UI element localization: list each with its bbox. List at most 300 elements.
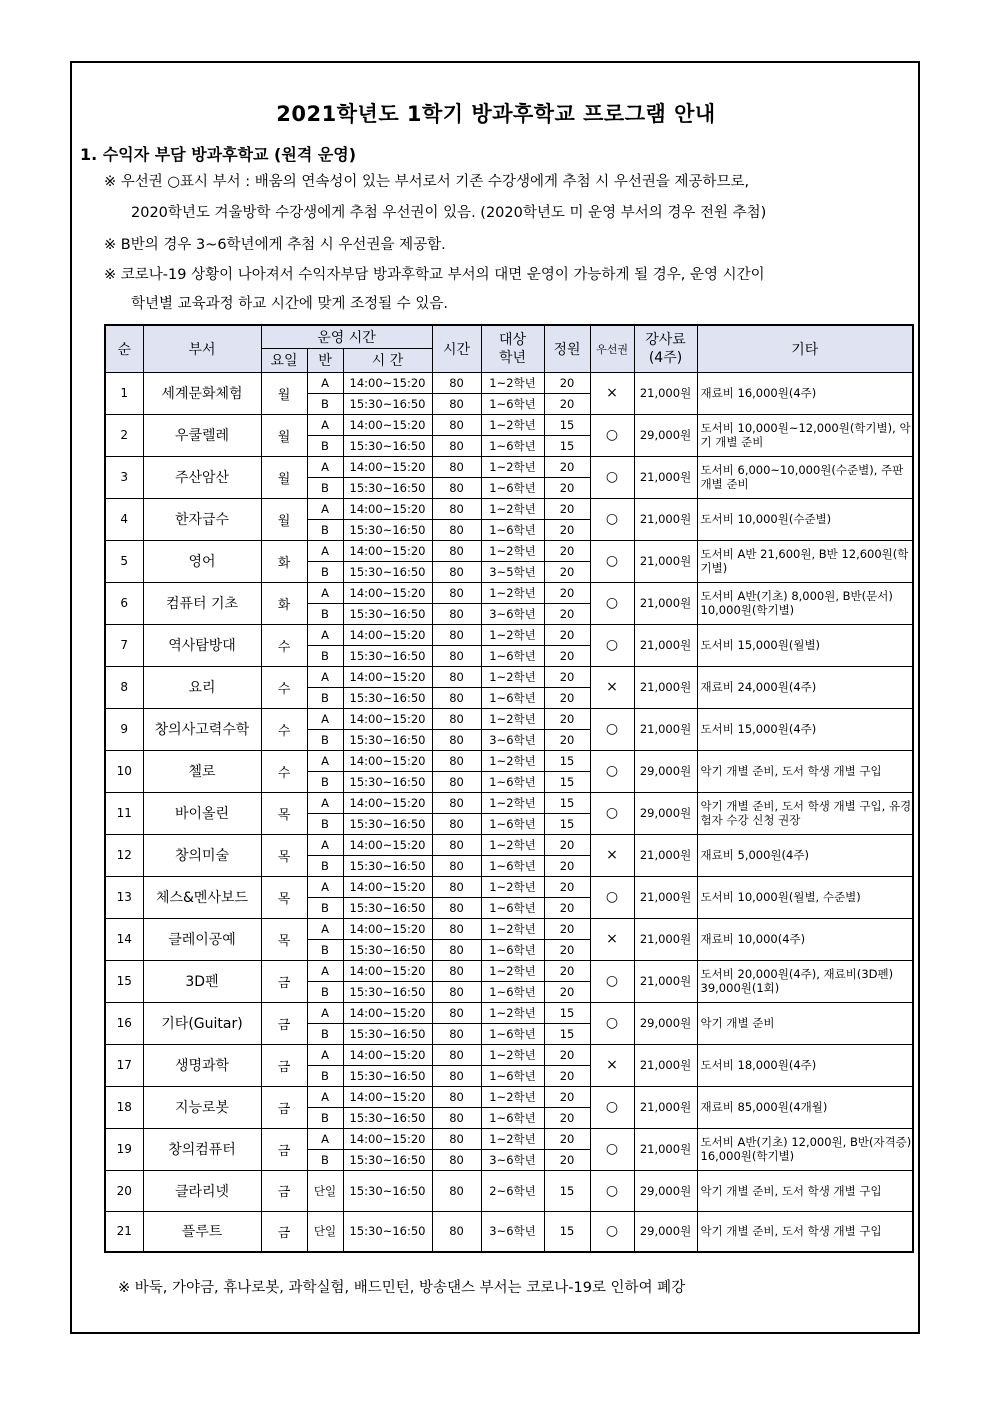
class-ban: A — [307, 1002, 343, 1023]
row-number: 6 — [105, 582, 143, 624]
class-time: 14:00~15:20 — [343, 582, 432, 603]
class-capacity: 15 — [544, 1211, 590, 1252]
row-number: 3 — [105, 456, 143, 498]
class-grade: 1~6학년 — [481, 645, 544, 666]
class-time: 15:30~16:50 — [343, 981, 432, 1002]
priority-mark: × — [590, 666, 634, 708]
day-of-week: 목 — [261, 834, 307, 876]
day-of-week: 화 — [261, 582, 307, 624]
row-number: 21 — [105, 1211, 143, 1252]
class-hours: 80 — [432, 1065, 481, 1086]
class-capacity: 15 — [544, 414, 590, 435]
priority-mark: × — [590, 834, 634, 876]
dept-name: 역사탐방대 — [143, 624, 261, 666]
day-of-week: 금 — [261, 1002, 307, 1044]
program-table — [104, 324, 914, 1253]
fee: 21,000원 — [634, 960, 697, 1002]
class-ban: A — [307, 1044, 343, 1065]
table-row — [105, 456, 913, 477]
class-hours: 80 — [432, 666, 481, 687]
dept-name: 플루트 — [143, 1211, 261, 1252]
priority-mark: ○ — [590, 1128, 634, 1170]
class-grade: 3~6학년 — [481, 729, 544, 750]
class-hours: 80 — [432, 603, 481, 624]
class-ban: A — [307, 750, 343, 771]
etc-note: 도서비 A반(기초) 8,000원, B반(문서) 10,000원(학기별) — [697, 582, 913, 624]
class-capacity: 20 — [544, 519, 590, 540]
class-ban: A — [307, 918, 343, 939]
fee: 29,000원 — [634, 1211, 697, 1252]
class-time: 14:00~15:20 — [343, 456, 432, 477]
class-hours: 80 — [432, 771, 481, 792]
class-hours: 80 — [432, 372, 481, 393]
class-ban: B — [307, 1065, 343, 1086]
dept-name: 3D펜 — [143, 960, 261, 1002]
row-number: 17 — [105, 1044, 143, 1086]
class-capacity: 20 — [544, 981, 590, 1002]
note-b-class: ※ B반의 경우 3~6학년에게 추첨 시 우선권을 제공함. — [104, 237, 446, 253]
class-capacity: 20 — [544, 855, 590, 876]
class-grade: 1~2학년 — [481, 918, 544, 939]
class-grade: 1~2학년 — [481, 834, 544, 855]
class-ban: B — [307, 561, 343, 582]
dept-name: 클레이공예 — [143, 918, 261, 960]
header-day: 요일 — [261, 348, 307, 372]
day-of-week: 금 — [261, 1086, 307, 1128]
dept-name: 기타(Guitar) — [143, 1002, 261, 1044]
priority-mark: ○ — [590, 1002, 634, 1044]
row-number: 2 — [105, 414, 143, 456]
program-table-body — [105, 372, 913, 1252]
class-time: 14:00~15:20 — [343, 750, 432, 771]
class-capacity: 20 — [544, 624, 590, 645]
class-ban: B — [307, 393, 343, 414]
priority-mark: ○ — [590, 792, 634, 834]
etc-note: 도서비 6,000~10,000원(수준별), 주판 개별 준비 — [697, 456, 913, 498]
class-grade: 1~2학년 — [481, 792, 544, 813]
class-ban: A — [307, 624, 343, 645]
etc-note: 재료비 10,000(4주) — [697, 918, 913, 960]
fee: 21,000원 — [634, 918, 697, 960]
class-hours: 80 — [432, 729, 481, 750]
table-row — [105, 1002, 913, 1023]
class-time: 15:30~16:50 — [343, 897, 432, 918]
header-no: 순 — [105, 325, 143, 372]
header-hours: 시간 — [432, 325, 481, 372]
header-priority: 우선권 — [590, 325, 634, 372]
class-hours: 80 — [432, 624, 481, 645]
dept-name: 체스&멘사보드 — [143, 876, 261, 918]
class-ban: B — [307, 729, 343, 750]
class-grade: 1~2학년 — [481, 708, 544, 729]
class-time: 15:30~16:50 — [343, 1065, 432, 1086]
class-time: 14:00~15:20 — [343, 1002, 432, 1023]
fee: 21,000원 — [634, 1086, 697, 1128]
fee: 21,000원 — [634, 1044, 697, 1086]
dept-name: 창의컴퓨터 — [143, 1128, 261, 1170]
etc-note: 도서비 10,000원(수준별) — [697, 498, 913, 540]
class-grade: 3~6학년 — [481, 1211, 544, 1252]
class-ban: A — [307, 498, 343, 519]
class-capacity: 20 — [544, 708, 590, 729]
class-capacity: 20 — [544, 477, 590, 498]
class-hours: 80 — [432, 540, 481, 561]
fee: 21,000원 — [634, 1128, 697, 1170]
dept-name: 컴퓨터 기초 — [143, 582, 261, 624]
class-ban: B — [307, 645, 343, 666]
class-time: 14:00~15:20 — [343, 792, 432, 813]
class-hours: 80 — [432, 960, 481, 981]
class-time: 15:30~16:50 — [343, 1107, 432, 1128]
class-grade: 1~6학년 — [481, 939, 544, 960]
class-capacity: 20 — [544, 372, 590, 393]
class-hours: 80 — [432, 393, 481, 414]
etc-note: 악기 개별 준비, 도서 학생 개별 구입, 유경험자 수강 신청 권장 — [697, 792, 913, 834]
header-etc: 기타 — [697, 325, 913, 372]
class-ban: B — [307, 1023, 343, 1044]
class-hours: 80 — [432, 1002, 481, 1023]
class-hours: 80 — [432, 456, 481, 477]
day-of-week: 월 — [261, 456, 307, 498]
class-ban: 단일 — [307, 1211, 343, 1252]
class-hours: 80 — [432, 813, 481, 834]
class-ban: B — [307, 897, 343, 918]
etc-note: 도서비 18,000원(4주) — [697, 1044, 913, 1086]
row-number: 9 — [105, 708, 143, 750]
class-grade: 1~6학년 — [481, 1107, 544, 1128]
class-grade: 1~2학년 — [481, 456, 544, 477]
class-time: 15:30~16:50 — [343, 771, 432, 792]
table-row — [105, 1044, 913, 1065]
class-grade: 1~6학년 — [481, 855, 544, 876]
dept-name: 생명과학 — [143, 1044, 261, 1086]
class-ban: A — [307, 372, 343, 393]
class-hours: 80 — [432, 708, 481, 729]
table-row — [105, 1128, 913, 1149]
table-row — [105, 540, 913, 561]
table-row — [105, 834, 913, 855]
priority-mark: ○ — [590, 498, 634, 540]
class-grade: 1~6학년 — [481, 477, 544, 498]
class-time: 14:00~15:20 — [343, 540, 432, 561]
class-grade: 1~2학년 — [481, 1128, 544, 1149]
priority-mark: ○ — [590, 1211, 634, 1252]
fee: 21,000원 — [634, 498, 697, 540]
class-hours: 80 — [432, 1211, 481, 1252]
fee: 29,000원 — [634, 750, 697, 792]
etc-note: 도서비 20,000원(4주), 재료비(3D펜) 39,000원(1회) — [697, 960, 913, 1002]
etc-note: 도서비 10,000원~12,000원(학기별), 악기 개별 준비 — [697, 414, 913, 456]
section-heading: 1. 수익자 부담 방과후학교 (원격 운영) — [80, 145, 357, 164]
fee: 21,000원 — [634, 666, 697, 708]
day-of-week: 월 — [261, 372, 307, 414]
class-hours: 80 — [432, 750, 481, 771]
class-hours: 80 — [432, 561, 481, 582]
note-covid-line2: 학년별 교육과정 하교 시간에 맞게 조정될 수 있음. — [131, 296, 449, 312]
day-of-week: 목 — [261, 792, 307, 834]
class-capacity: 20 — [544, 1044, 590, 1065]
etc-note: 도서비 15,000원(4주) — [697, 708, 913, 750]
class-time: 15:30~16:50 — [343, 729, 432, 750]
class-capacity: 15 — [544, 1170, 590, 1211]
class-capacity: 20 — [544, 897, 590, 918]
note-priority-line2: 2020학년도 겨울방학 수강생에게 추첨 우선권이 있음. (2020학년도 미 운영 부서의 경우 전원 추첨) — [131, 205, 767, 221]
class-capacity: 15 — [544, 1023, 590, 1044]
row-number: 19 — [105, 1128, 143, 1170]
etc-note: 도서비 10,000원(월별, 수준별) — [697, 876, 913, 918]
etc-note: 재료비 24,000원(4주) — [697, 666, 913, 708]
class-capacity: 20 — [544, 498, 590, 519]
class-ban: B — [307, 477, 343, 498]
class-time: 15:30~16:50 — [343, 393, 432, 414]
class-time: 15:30~16:50 — [343, 603, 432, 624]
class-hours: 80 — [432, 897, 481, 918]
etc-note: 재료비 85,000원(4개월) — [697, 1086, 913, 1128]
class-hours: 80 — [432, 1044, 481, 1065]
class-capacity: 20 — [544, 1086, 590, 1107]
class-hours: 80 — [432, 414, 481, 435]
row-number: 12 — [105, 834, 143, 876]
row-number: 7 — [105, 624, 143, 666]
priority-mark: ○ — [590, 960, 634, 1002]
table-row — [105, 414, 913, 435]
class-time: 14:00~15:20 — [343, 708, 432, 729]
day-of-week: 금 — [261, 1128, 307, 1170]
table-row — [105, 1086, 913, 1107]
class-capacity: 20 — [544, 939, 590, 960]
class-time: 14:00~15:20 — [343, 372, 432, 393]
class-ban: B — [307, 981, 343, 1002]
class-grade: 1~6학년 — [481, 813, 544, 834]
class-hours: 80 — [432, 687, 481, 708]
dept-name: 창의사고력수학 — [143, 708, 261, 750]
class-time: 15:30~16:50 — [343, 519, 432, 540]
class-time: 14:00~15:20 — [343, 498, 432, 519]
class-ban: A — [307, 582, 343, 603]
class-capacity: 20 — [544, 1065, 590, 1086]
priority-mark: ○ — [590, 582, 634, 624]
class-grade: 1~2학년 — [481, 582, 544, 603]
etc-note: 도서비 A반(기초) 12,000원, B반(자격증) 16,000원(학기별) — [697, 1128, 913, 1170]
class-grade: 1~2학년 — [481, 498, 544, 519]
class-capacity: 20 — [544, 729, 590, 750]
table-row — [105, 372, 913, 393]
dept-name: 한자급수 — [143, 498, 261, 540]
class-capacity: 15 — [544, 771, 590, 792]
class-time: 14:00~15:20 — [343, 624, 432, 645]
class-ban: A — [307, 708, 343, 729]
class-capacity: 20 — [544, 561, 590, 582]
etc-note: 악기 개별 준비, 도서 학생 개별 구입 — [697, 1170, 913, 1211]
row-number: 18 — [105, 1086, 143, 1128]
table-row — [105, 918, 913, 939]
class-hours: 80 — [432, 1023, 481, 1044]
row-number: 15 — [105, 960, 143, 1002]
class-ban: B — [307, 855, 343, 876]
class-time: 14:00~15:20 — [343, 1128, 432, 1149]
class-ban: B — [307, 603, 343, 624]
header-op-time: 운영 시간 — [261, 325, 432, 348]
class-hours: 80 — [432, 1107, 481, 1128]
class-ban: B — [307, 687, 343, 708]
class-time: 15:30~16:50 — [343, 1149, 432, 1170]
class-capacity: 20 — [544, 456, 590, 477]
row-number: 13 — [105, 876, 143, 918]
row-number: 11 — [105, 792, 143, 834]
header-fee: 강사료 (4주) — [634, 325, 697, 372]
class-time: 15:30~16:50 — [343, 435, 432, 456]
class-time: 15:30~16:50 — [343, 855, 432, 876]
class-capacity: 20 — [544, 1128, 590, 1149]
class-capacity: 20 — [544, 1107, 590, 1128]
class-ban: B — [307, 771, 343, 792]
class-ban: 단일 — [307, 1170, 343, 1211]
row-number: 14 — [105, 918, 143, 960]
class-capacity: 15 — [544, 750, 590, 771]
class-hours: 80 — [432, 981, 481, 1002]
class-grade: 1~6학년 — [481, 687, 544, 708]
fee: 29,000원 — [634, 792, 697, 834]
priority-mark: ○ — [590, 540, 634, 582]
class-time: 15:30~16:50 — [343, 1211, 432, 1252]
header-dept: 부서 — [143, 325, 261, 372]
class-grade: 1~6학년 — [481, 393, 544, 414]
row-number: 16 — [105, 1002, 143, 1044]
class-hours: 80 — [432, 645, 481, 666]
class-ban: B — [307, 939, 343, 960]
class-time: 15:30~16:50 — [343, 1170, 432, 1211]
dept-name: 지능로봇 — [143, 1086, 261, 1128]
table-row — [105, 624, 913, 645]
class-ban: A — [307, 876, 343, 897]
priority-mark: ○ — [590, 1170, 634, 1211]
header-time: 시 간 — [343, 348, 432, 372]
class-grade: 1~6학년 — [481, 519, 544, 540]
class-grade: 1~6학년 — [481, 1065, 544, 1086]
fee: 21,000원 — [634, 876, 697, 918]
fee: 21,000원 — [634, 456, 697, 498]
class-grade: 2~6학년 — [481, 1170, 544, 1211]
footer-note: ※ 바둑, 가야금, 휴나로봇, 과학실험, 배드민턴, 방송댄스 부서는 코로나-19로 인하여 폐강 — [118, 1280, 686, 1296]
header-capacity: 정원 — [544, 325, 590, 372]
etc-note: 도서비 15,000원(월별) — [697, 624, 913, 666]
class-time: 14:00~15:20 — [343, 876, 432, 897]
day-of-week: 월 — [261, 414, 307, 456]
class-grade: 3~5학년 — [481, 561, 544, 582]
day-of-week: 금 — [261, 1170, 307, 1211]
header-target: 대상 학년 — [481, 325, 544, 372]
class-time: 14:00~15:20 — [343, 960, 432, 981]
dept-name: 영어 — [143, 540, 261, 582]
class-capacity: 20 — [544, 960, 590, 981]
class-grade: 1~2학년 — [481, 624, 544, 645]
class-time: 14:00~15:20 — [343, 1086, 432, 1107]
class-hours: 80 — [432, 1149, 481, 1170]
table-row — [105, 792, 913, 813]
class-grade: 1~6학년 — [481, 435, 544, 456]
class-grade: 1~6학년 — [481, 771, 544, 792]
class-hours: 80 — [432, 834, 481, 855]
note-priority-line1: ※ 우선권 ○표시 부서 : 배움의 연속성이 있는 부서로서 기존 수강생에게 추첨 시 우선권을 제공하므로, — [104, 174, 750, 190]
fee: 21,000원 — [634, 708, 697, 750]
class-capacity: 20 — [544, 645, 590, 666]
etc-note: 악기 개별 준비 — [697, 1002, 913, 1044]
day-of-week: 월 — [261, 498, 307, 540]
etc-note: 재료비 16,000원(4주) — [697, 372, 913, 414]
class-ban: B — [307, 1149, 343, 1170]
class-ban: A — [307, 456, 343, 477]
class-grade: 1~2학년 — [481, 372, 544, 393]
class-hours: 80 — [432, 498, 481, 519]
table-row — [105, 960, 913, 981]
priority-mark: ○ — [590, 876, 634, 918]
priority-mark: ○ — [590, 414, 634, 456]
class-time: 15:30~16:50 — [343, 813, 432, 834]
class-grade: 1~2학년 — [481, 876, 544, 897]
class-time: 14:00~15:20 — [343, 1044, 432, 1065]
class-time: 14:00~15:20 — [343, 666, 432, 687]
class-grade: 3~6학년 — [481, 1149, 544, 1170]
class-hours: 80 — [432, 477, 481, 498]
table-row — [105, 1211, 913, 1252]
class-grade: 1~2학년 — [481, 1086, 544, 1107]
day-of-week: 목 — [261, 876, 307, 918]
fee: 21,000원 — [634, 834, 697, 876]
class-capacity: 20 — [544, 603, 590, 624]
day-of-week: 목 — [261, 918, 307, 960]
day-of-week: 수 — [261, 624, 307, 666]
class-ban: A — [307, 834, 343, 855]
table-row — [105, 1170, 913, 1211]
class-hours: 80 — [432, 939, 481, 960]
class-hours: 80 — [432, 435, 481, 456]
etc-note: 재료비 5,000원(4주) — [697, 834, 913, 876]
class-capacity: 15 — [544, 813, 590, 834]
class-grade: 3~6학년 — [481, 603, 544, 624]
class-capacity: 20 — [544, 540, 590, 561]
class-ban: B — [307, 519, 343, 540]
class-capacity: 20 — [544, 582, 590, 603]
etc-note: 악기 개별 준비, 도서 학생 개별 구입 — [697, 1211, 913, 1252]
fee: 29,000원 — [634, 1002, 697, 1044]
header-ban: 반 — [307, 348, 343, 372]
priority-mark: ○ — [590, 750, 634, 792]
fee: 29,000원 — [634, 414, 697, 456]
class-capacity: 15 — [544, 1002, 590, 1023]
class-grade: 1~6학년 — [481, 1023, 544, 1044]
class-grade: 1~2학년 — [481, 414, 544, 435]
class-ban: B — [307, 1107, 343, 1128]
class-capacity: 20 — [544, 918, 590, 939]
class-time: 14:00~15:20 — [343, 414, 432, 435]
class-grade: 1~2학년 — [481, 750, 544, 771]
row-number: 1 — [105, 372, 143, 414]
dept-name: 세계문화체험 — [143, 372, 261, 414]
class-grade: 1~2학년 — [481, 540, 544, 561]
priority-mark: × — [590, 918, 634, 960]
class-ban: A — [307, 792, 343, 813]
dept-name: 첼로 — [143, 750, 261, 792]
row-number: 8 — [105, 666, 143, 708]
class-grade: 1~6학년 — [481, 897, 544, 918]
class-capacity: 20 — [544, 834, 590, 855]
class-hours: 80 — [432, 876, 481, 897]
dept-name: 바이올린 — [143, 792, 261, 834]
class-capacity: 15 — [544, 435, 590, 456]
class-hours: 80 — [432, 855, 481, 876]
day-of-week: 금 — [261, 960, 307, 1002]
etc-note: 악기 개별 준비, 도서 학생 개별 구입 — [697, 750, 913, 792]
